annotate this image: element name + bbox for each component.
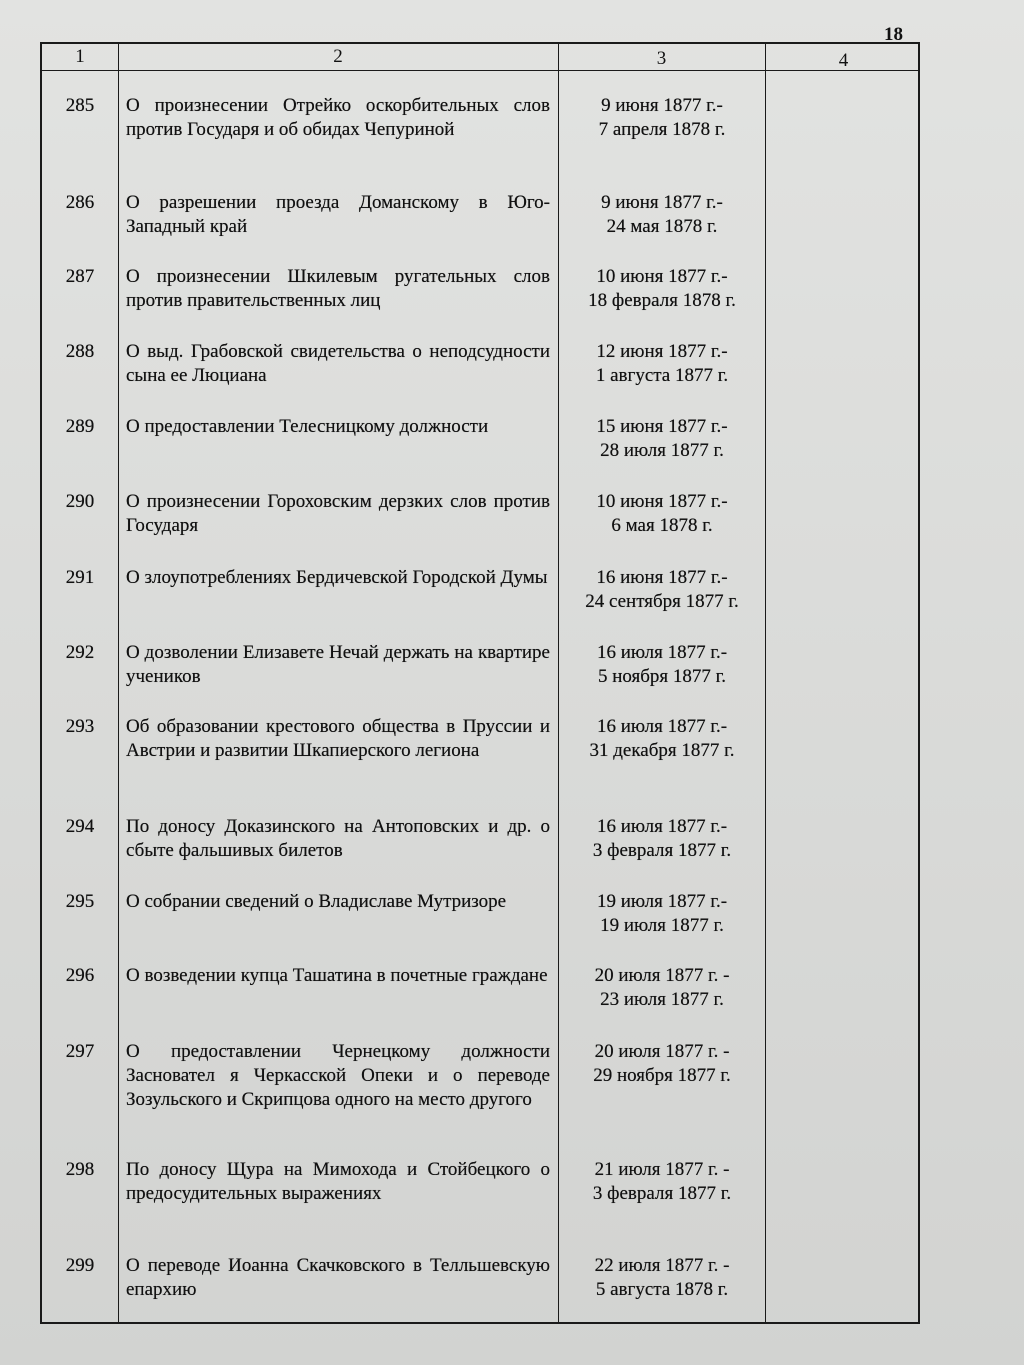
case-dates — [560, 815, 764, 863]
date-to: 29 ноября 1877 г. — [593, 1065, 731, 1086]
date-to: 5 ноября 1877 г. — [597, 666, 727, 687]
case-number: 287 — [65, 266, 95, 287]
case-title: О собрании сведений о Владиславе Мутризоре — [126, 891, 507, 912]
date-to: 24 мая 1878 г. — [606, 216, 718, 237]
date-from: 21 июля 1877 г. - — [594, 1159, 730, 1180]
column-header-1: 1 — [75, 46, 85, 67]
date-from: 12 июня 1877 г.- — [596, 341, 728, 362]
case-title: О разрешении проезда Доманскому в Юго-Западный край — [126, 192, 550, 237]
case-title: О предоставлении Чернецкому должности Засновател я Черкасской Опеки и о переводе Зозульского и Скрипцова одного на место другого — [126, 1041, 550, 1110]
case-title: О произнесении Отрейко оскорбительных слов против Государя и об обидах Чепуриной — [126, 95, 550, 140]
case-dates — [560, 94, 764, 142]
column-divider — [765, 44, 766, 1322]
date-to: 23 июля 1877 г. — [600, 989, 724, 1010]
case-dates — [560, 641, 764, 689]
case-number: 291 — [65, 567, 95, 588]
case-title: О произнесении Гороховским дерзких слов против Государя — [126, 491, 550, 536]
date-to: 18 февраля 1878 г. — [588, 290, 736, 311]
page-number: 18 — [884, 24, 903, 45]
date-to: 31 декабря 1877 г. — [589, 740, 735, 761]
case-number: 288 — [65, 341, 95, 362]
case-dates — [560, 1040, 764, 1088]
column-divider — [118, 44, 119, 1322]
case-dates — [560, 490, 764, 538]
case-dates — [560, 415, 764, 463]
date-from: 19 июля 1877 г.- — [596, 891, 728, 912]
date-to: 7 апреля 1878 г. — [598, 119, 726, 140]
case-number: 297 — [65, 1041, 95, 1062]
case-title: О предоставлении Телесницкому должности — [126, 416, 489, 437]
archive-table — [40, 42, 920, 1324]
case-number: 293 — [65, 716, 95, 737]
case-number: 294 — [65, 816, 95, 837]
date-from: 10 июня 1877 г.- — [596, 266, 728, 287]
case-title: О произнесении Шкилевым ругательных слов против правительственных лиц — [126, 266, 550, 311]
case-dates — [560, 964, 764, 1012]
case-number: 289 — [65, 416, 95, 437]
case-number: 285 — [65, 95, 95, 116]
date-from: 16 июля 1877 г.- — [596, 642, 728, 663]
case-dates — [560, 340, 764, 388]
case-title: По доносу Доказинского на Антоповских и др. о сбыте фальшивых билетов — [126, 816, 550, 861]
case-dates — [560, 890, 764, 938]
case-title: Об образовании крестового общества в Пруссии и Австрии и развитии Шкапиерского легиона — [126, 716, 550, 761]
case-title: О злоупотреблениях Бердичевской Городской Думы — [126, 567, 548, 588]
case-dates — [560, 1158, 764, 1206]
case-dates — [560, 265, 764, 313]
case-number: 290 — [65, 491, 95, 512]
case-number: 286 — [65, 192, 95, 213]
case-number: 295 — [65, 891, 95, 912]
case-title: О возведении купца Ташатина в почетные граждане — [126, 965, 548, 986]
date-from: 22 июля 1877 г. - — [594, 1255, 730, 1276]
date-from: 16 июня 1877 г.- — [596, 567, 728, 588]
date-from: 15 июня 1877 г.- — [596, 416, 728, 437]
case-title: О переводе Иоанна Скачковского в Телльшевскую епархию — [126, 1255, 550, 1300]
column-header-2: 2 — [333, 46, 343, 67]
case-number: 299 — [65, 1255, 95, 1276]
case-number: 292 — [65, 642, 95, 663]
date-to: 19 июля 1877 г. — [600, 915, 724, 936]
date-to: 24 сентября 1877 г. — [585, 591, 739, 612]
date-from: 16 июля 1877 г.- — [596, 716, 728, 737]
date-from: 20 июля 1877 г. - — [594, 965, 730, 986]
date-to: 6 мая 1878 г. — [611, 515, 713, 536]
case-title: По доносу Щура на Мимохода и Стойбецкого о предосудительных выражениях — [126, 1159, 550, 1204]
date-to: 1 августа 1877 г. — [595, 365, 729, 386]
case-dates — [560, 566, 764, 614]
date-to: 3 февраля 1877 г. — [592, 1183, 732, 1204]
case-title: О выд. Грабовской свидетельства о неподсудности сына ее Люциана — [126, 341, 550, 386]
date-from: 20 июля 1877 г. - — [594, 1041, 730, 1062]
date-to: 3 февраля 1877 г. — [592, 840, 732, 861]
case-dates — [560, 191, 764, 239]
date-from: 16 июля 1877 г.- — [596, 816, 728, 837]
date-to: 5 августа 1878 г. — [595, 1279, 729, 1300]
case-dates — [560, 1254, 764, 1302]
date-from: 10 июня 1877 г.- — [596, 491, 728, 512]
column-header-4: 4 — [838, 50, 849, 71]
column-divider — [558, 44, 559, 1322]
date-to: 28 июля 1877 г. — [600, 440, 724, 461]
case-number: 298 — [65, 1159, 95, 1180]
case-dates — [560, 715, 764, 763]
case-number: 296 — [65, 965, 95, 986]
column-header-3: 3 — [656, 48, 667, 69]
date-from: 9 июня 1877 г.- — [601, 95, 723, 116]
date-from: 9 июня 1877 г.- — [601, 192, 723, 213]
case-title: О дозволении Елизавете Нечай держать на квартире учеников — [126, 642, 550, 687]
